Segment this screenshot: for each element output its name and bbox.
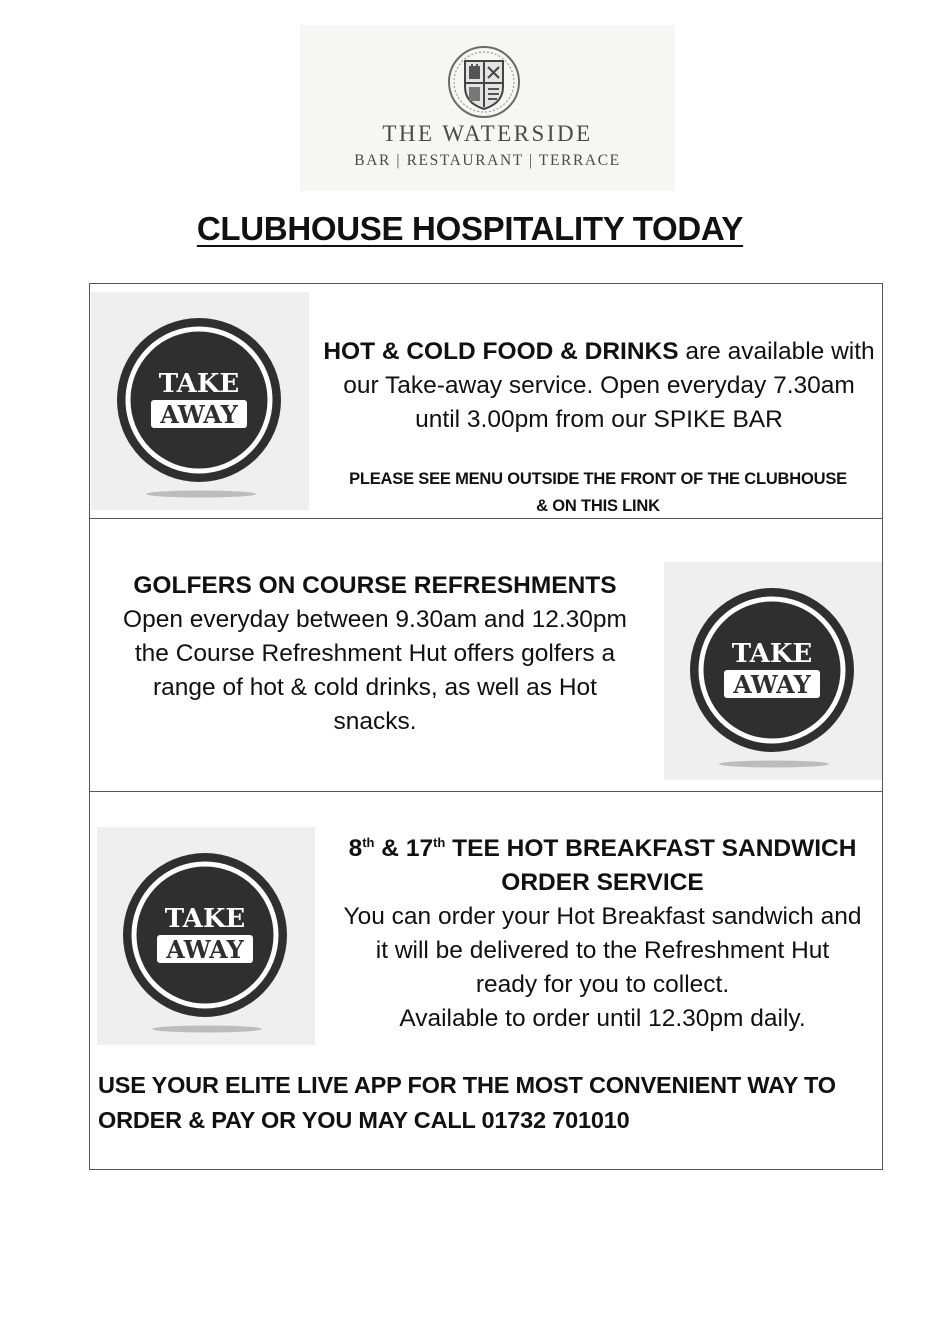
course-refreshments-line: snacks. [333, 708, 417, 735]
food-drinks-body: are available with our Take-away service. Open everyday 7.30am until 3.00pm from our SPIKE BAR [343, 338, 875, 433]
course-refreshments-text [100, 569, 650, 739]
breakfast-service-line: ready for you to collect. [475, 971, 730, 999]
brand-tagline: BAR | RESTAURANT | TERRACE [354, 152, 621, 169]
order-call-line1: USE YOUR ELITE LIVE APP FOR THE MOST CONVENIENT WAY TO [98, 1072, 836, 1098]
badge-text-line2: AWAY [733, 670, 811, 699]
section-divider [89, 791, 883, 792]
brand-name: THE WATERSIDE [382, 121, 593, 146]
menu-notice [316, 466, 880, 520]
order-call-note [98, 1068, 878, 1138]
takeaway-badge [97, 827, 315, 1045]
logo [300, 25, 675, 191]
badge-text-line2: AWAY [160, 400, 238, 429]
course-refreshments-line: Open everyday between 9.30am and 12.30pm [123, 606, 627, 633]
menu-notice-line1: PLEASE SEE MENU OUTSIDE THE FRONT OF THE CLUBHOUSE [349, 470, 847, 488]
course-refreshments-line: range of hot & cold drinks, as well as Hot [153, 674, 597, 701]
crest-icon [447, 45, 521, 119]
breakfast-service-line: it will be delivered to the Refreshment Hut [375, 937, 830, 965]
badge-text-line1: TAKE [158, 369, 240, 399]
course-refreshments-heading: GOLFERS ON COURSE REFRESHMENTS [133, 572, 617, 599]
page-title: CLUBHOUSE HOSPITALITY TODAY [196, 210, 744, 247]
breakfast-service-line: You can order your Hot Breakfast sandwich and [343, 903, 862, 931]
breakfast-service-text [325, 826, 880, 1036]
breakfast-service-heading: 8th & 17th TEE HOT BREAKFAST SANDWICH [348, 835, 857, 863]
badge-text-line1: TAKE [731, 639, 813, 669]
order-call-line2: ORDER & PAY OR YOU MAY CALL 01732 701010 [98, 1107, 630, 1133]
takeaway-badge [664, 562, 882, 780]
course-refreshments-line: the Course Refreshment Hut offers golfers a [134, 640, 616, 667]
breakfast-service-heading-line2: ORDER SERVICE [501, 869, 704, 897]
food-drinks-heading: HOT & COLD FOOD & DRINKS [323, 338, 679, 365]
menu-link[interactable]: & ON THIS LINK [536, 497, 660, 515]
badge-text-line2: AWAY [166, 935, 244, 964]
badge-text-line1: TAKE [164, 904, 246, 934]
food-drinks-text [318, 335, 880, 437]
takeaway-badge [91, 292, 309, 510]
breakfast-service-line: Available to order until 12.30pm daily. [399, 1005, 806, 1033]
